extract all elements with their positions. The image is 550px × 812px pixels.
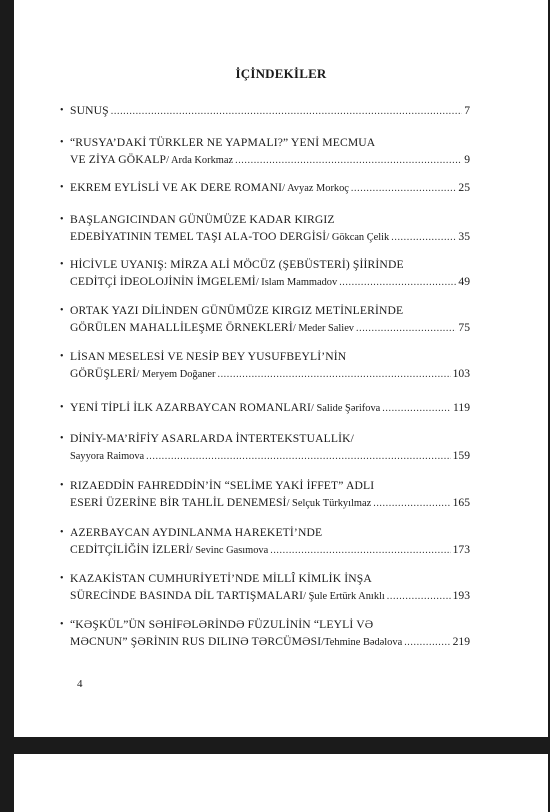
- entry-title: EDEBİYATININ TEMEL TAŞI ALA-TOO DERGİSİ: [70, 230, 327, 243]
- toc-entry-line: [70, 211, 470, 228]
- bullet-icon: •: [60, 105, 64, 116]
- dot-leader: [404, 634, 450, 651]
- toc-entry-line: [70, 151, 470, 169]
- entry-title: KAZAKİSTAN CUMHURİYETİ’NDE MİLLÎ KİMLİK İNŞA: [70, 572, 372, 585]
- entry-title: ESERİ ÜZERİNE BİR TAHLİL DENEMESİ: [70, 496, 287, 509]
- bullet-icon: •: [60, 433, 64, 444]
- entry-page-number: 75: [458, 321, 470, 334]
- entry-title: ORTAK YAZI DİLİNDEN GÜNÜMÜZE KIRGIZ METİNLERİNDE: [70, 304, 404, 317]
- dot-leader: [382, 400, 451, 417]
- entry-page-number: 49: [458, 275, 470, 288]
- toc-entry-line: [70, 348, 470, 365]
- bullet-icon: •: [60, 259, 64, 270]
- entry-title: EKREM EYLİSLİ VE AK DERE ROMANI: [70, 181, 283, 194]
- entry-title: SUNUŞ: [70, 104, 109, 117]
- entry-author: / Selçuk Türkyılmaz: [286, 498, 372, 509]
- toc-entry-line: [70, 570, 470, 587]
- toc-entry[interactable]: [60, 256, 470, 291]
- entry-title: CEDİTÇİLİĞİN İZLERİ: [70, 543, 190, 556]
- bullet-icon: •: [60, 351, 64, 362]
- entry-author: /Tehmine Bədəlova: [321, 637, 403, 648]
- entry-title: “RUSYA’DAKİ TÜRKLER NE YAPMALI?” YENİ MECMUA: [70, 136, 376, 149]
- entry-page-number: 9: [464, 153, 470, 166]
- toc-entry[interactable]: [60, 302, 470, 337]
- entry-title: HİCİVLE UYANIŞ: MİRZA ALİ MÖCÜZ (ŞEBÜSTERİ) ŞİİRİNDE: [70, 258, 404, 271]
- entry-title: VE ZİYA GÖKALP: [70, 153, 167, 166]
- entry-author: / Arda Korkmaz: [166, 155, 234, 166]
- entry-page-number: 7: [464, 104, 470, 117]
- dot-leader: [111, 103, 462, 120]
- toc-entry[interactable]: [60, 430, 470, 465]
- toc-entry-line: [70, 524, 470, 541]
- bullet-icon: •: [60, 402, 64, 413]
- entry-title: “KƏŞKÜL”ÜN SƏHİFƏLƏRİNDƏ FÜZULİNİN “LEYLİ VƏ: [70, 618, 374, 631]
- entry-author: / Sevinc Gasımova: [189, 545, 269, 556]
- toc-entry[interactable]: [60, 524, 470, 559]
- entry-author: / Islam Mammadov: [255, 277, 338, 288]
- toc-entry[interactable]: [60, 179, 470, 197]
- bullet-icon: •: [60, 214, 64, 225]
- dot-leader: [339, 274, 456, 291]
- entry-title: MƏCNUN” ŞƏRİNIN RUS DILINƏ TƏRCÜMƏSI: [70, 635, 322, 648]
- entry-page-number: 165: [452, 496, 470, 509]
- bullet-icon: •: [60, 619, 64, 630]
- toc-entry[interactable]: [60, 570, 470, 605]
- bullet-icon: •: [60, 305, 64, 316]
- entry-title: SÜRECİNDE BASINDA DİL TARTIŞMALARI: [70, 589, 304, 602]
- entry-title: DİNİY-MA’RİFİY ASARLARDA İNTERTEKSTUALLİK/: [70, 432, 355, 445]
- toc-entry-line: [70, 228, 470, 246]
- entry-page-number: 35: [458, 230, 470, 243]
- toc-entry-line: [70, 102, 470, 120]
- entry-title: GÖRÜŞLERİ: [70, 367, 137, 380]
- toc-entry-line: [70, 494, 470, 512]
- toc-entry-line: [70, 477, 470, 494]
- toc-entry-line: [70, 179, 470, 197]
- entry-title: AZERBAYCAN AYDINLANMA HAREKETİ’NDE: [70, 526, 323, 539]
- dot-leader: [146, 448, 450, 465]
- entry-page-number: 219: [452, 635, 470, 648]
- entry-author: / Gökcan Çelik: [326, 232, 390, 243]
- toc-entry[interactable]: [60, 134, 470, 169]
- dot-leader: [373, 495, 450, 512]
- toc-entry-line: [70, 447, 470, 465]
- toc-entry-line: [70, 256, 470, 273]
- dot-leader: [351, 180, 456, 197]
- next-page-edge: [14, 754, 548, 812]
- dot-leader: [217, 366, 450, 383]
- bullet-icon: •: [60, 527, 64, 538]
- dot-leader: [391, 229, 456, 246]
- toc-entry[interactable]: [60, 102, 470, 120]
- entry-title: RIZAEDDİN FAHREDDİN’İN “SELİME YAKİ İFFET” ADLI: [70, 479, 375, 492]
- toc-entry-line: [70, 633, 470, 651]
- toc-entry-line: [70, 399, 470, 417]
- bullet-icon: •: [60, 137, 64, 148]
- toc-entry-line: [70, 587, 470, 605]
- page-number: 4: [77, 678, 83, 690]
- entry-page-number: 159: [452, 449, 470, 462]
- entry-page-number: 119: [453, 401, 470, 414]
- dot-leader: [356, 320, 456, 337]
- entry-page-number: 173: [452, 543, 470, 556]
- entry-page-number: 193: [452, 589, 470, 602]
- toc-entry-line: [70, 541, 470, 559]
- entry-title: GÖRÜLEN MAHALLİLEŞME ÖRNEKLERİ: [70, 321, 293, 334]
- entry-author: / Avyaz Morkoç: [282, 183, 349, 194]
- entry-author: / Salide Şərifova: [311, 403, 381, 414]
- dot-leader: [270, 542, 450, 559]
- entry-title: CEDİTÇİ İDEOLOJİNİN İMGELEMİ: [70, 275, 256, 288]
- entry-author: Sayyora Raimova: [70, 451, 145, 462]
- book-page: [14, 0, 548, 737]
- entry-author: / Meryem Doğaner: [136, 369, 216, 380]
- dot-leader: [235, 152, 462, 169]
- toc-entry-line: [70, 430, 470, 447]
- toc-entry-line: [70, 302, 470, 319]
- toc-entry[interactable]: [60, 616, 470, 651]
- entry-author: / Şule Ertürk Anıklı: [303, 591, 385, 602]
- entry-author: / Meder Saliev: [292, 323, 354, 334]
- entry-title: LİSAN MESELESİ VE NESİP BEY YUSUFBEYLİ’NİN: [70, 350, 347, 363]
- dot-leader: [387, 588, 451, 605]
- bullet-icon: •: [60, 182, 64, 193]
- toc-entry-line: [70, 134, 470, 151]
- entry-page-number: 103: [452, 367, 470, 380]
- toc-entry[interactable]: [60, 399, 470, 417]
- bullet-icon: •: [60, 480, 64, 491]
- toc-entry-line: [70, 273, 470, 291]
- bullet-icon: •: [60, 573, 64, 584]
- toc-entry[interactable]: [60, 211, 470, 246]
- toc-heading: İÇİNDEKİLER: [235, 66, 327, 81]
- toc-entry-line: [70, 616, 470, 633]
- entry-page-number: 25: [458, 181, 470, 194]
- entry-title: BAŞLANGICINDAN GÜNÜMÜZE KADAR KIRGIZ: [70, 213, 335, 226]
- toc-entry-line: [70, 365, 470, 383]
- toc-entry[interactable]: [60, 477, 470, 512]
- entry-title: YENİ TİPLİ İLK AZARBAYCAN ROMANLARI: [70, 401, 311, 414]
- toc-entry[interactable]: [60, 348, 470, 383]
- toc-entry-line: [70, 319, 470, 337]
